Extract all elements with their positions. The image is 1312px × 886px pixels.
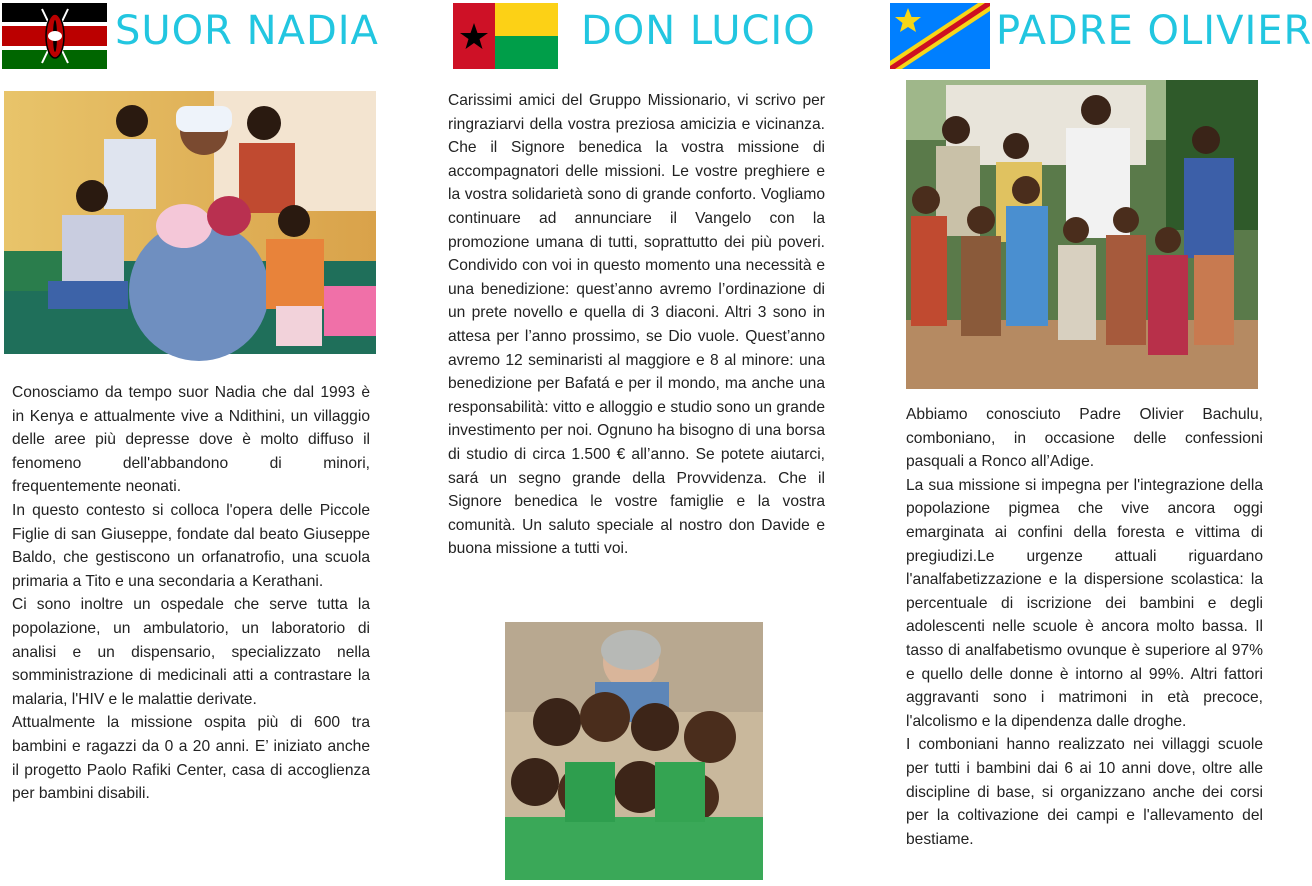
paragraph: Ci sono inoltre un ospedale che serve tutta la popolazione, un ambulatorio, un laboratorio di analisi e un dispensario, specializzato nella somministrazione di medicinali atti a contrastare la malaria, l'HIV e le malattie derivate.	[12, 596, 370, 708]
dr-congo-flag-icon	[890, 3, 995, 69]
paragraph: Attualmente la missione ospita più di 600 tra bambini e ragazzi da 0 a 20 anni. E’ iniziato anche il progetto Paolo Rafiki Center, casa di accoglienza per bambini disabili.	[12, 714, 370, 803]
father-with-village-children-photo	[906, 80, 1258, 389]
article-text	[906, 403, 1263, 851]
article-text	[12, 381, 370, 806]
page-title: SUOR NADIA	[115, 8, 379, 54]
article-text	[448, 89, 825, 561]
paragraph: Abbiamo conosciuto Padre Olivier Bachulu, comboniano, in occasione delle confessioni pasquali a Ronco all’Adige.	[906, 406, 1263, 471]
page-title: DON LUCIO	[581, 8, 816, 54]
paragraph: Conosciamo da tempo suor Nadia che dal 1993 è in Kenya e attualmente vive a Ndithini, un villaggio delle aree più depresse dove è molto diffuso il fenomeno dell'abbandono di minori, frequentemente neonati.	[12, 384, 370, 496]
paragraph: In questo contesto si colloca l'opera delle Piccole Figlie di san Giuseppe, fondate dal beato Giuseppe Baldo, che gestiscono un orfanatrofio, una scuola primaria a Tito e una secondaria a Kerathani.	[12, 501, 370, 590]
priest-with-girls-round-photo	[505, 622, 763, 880]
page-title: PADRE OLIVIER	[996, 8, 1312, 54]
kenya-flag-icon	[2, 3, 107, 69]
paragraph: I comboniani hanno realizzato nei villaggi scuole per tutti i bambini dai 6 ai 10 anni dove, oltre alle discipline di base, si organizzano anche dei corsi per la coltivazione dei campi e l'allevamento del bestiame.	[906, 736, 1263, 848]
sister-with-children-photo	[4, 91, 376, 354]
guinea-bissau-flag-icon	[453, 3, 558, 69]
paragraph: La sua missione si impegna per l'integrazione della popolazione pigmea che vive ancora oggi emarginata ai confini della foresta e vittima di pregiudizi.Le urgenze attuali riguardano l'analfabetizzazione e la dispersione scolastica: la percentuale di iscrizione dei bambini e degli adolescenti nelle scuole è ancora molto bassa. Il tasso di analfabetismo ovunque è superiore al 97% e quello delle donne è intorno al 99%. Altri fattori aggravanti sono i matrimoni in età precoce, l'alcolismo e la dipendenza dalle droghe.	[906, 476, 1263, 730]
paragraph: Carissimi amici del Gruppo Missionario, vi scrivo per ringraziarvi della vostra preziosa amicizia e vicinanza. Che il Signore benedica la vostra missione di accompagnatori delle missioni. Le vostre preghiere e la vostra solidarietà sono di grande conforto. Vogliamo continuare ad annunciare il Vangelo con la promozione umana di tutti, soprattutto dei più poveri. Condivido con voi in questo momento una necessità e una benedizione: quest’anno avremo l’ordinazione di un prete novello e quella di 3 diaconi. Altri 3 sono in attesa per l’anno prossimo, se Dio vuole. Quest’anno avremo 12 seminaristi al maggiore e 8 al minore: una benedizione per Bafatá e per il mondo, ma anche una responsabilità: vitto e alloggio e studio sono un grande investimento per noi. Ognuno ha bisogno di una borsa di studio di circa 1.500 € all’anno. Se potete aiutarci, sará un segno grande della Provvidenza. Che il Signore benedica le vostre famiglie e la vostra comunità. Un saluto speciale al nostro don Davide e buona missione a tutti voi.	[448, 92, 825, 558]
